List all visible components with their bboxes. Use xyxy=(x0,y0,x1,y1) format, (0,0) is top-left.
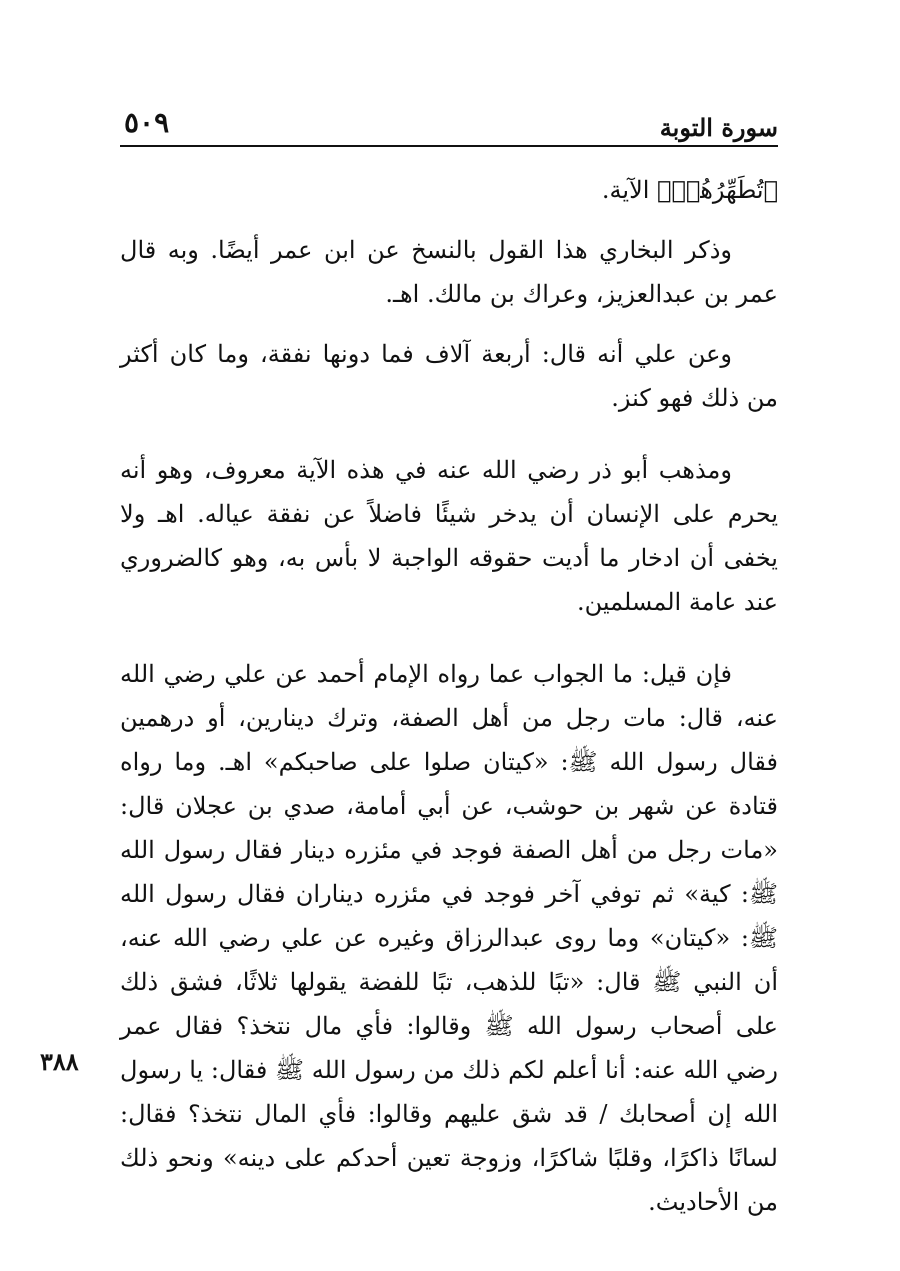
chapter-title: سورة التوبة xyxy=(659,113,778,142)
page-body xyxy=(120,168,778,1224)
paragraph-question-answer: فإن قيل: ما الجواب عما رواه الإمام أحمد عن علي رضي الله عنه، قال: مات رجل من أهل الصفة، وترك دينارين، أو درهمين فقال رسول الله ﷺ: «كيتان صلوا على صاحبكم» اهـ. وما رواه قتادة عن شهر بن حوشب، عن أبي أمامة، صدي بن عجلان قال: «مات رجل من أهل الصفة فوجد في مئزره دينار فقال رسول الله ﷺ: كية» ثم توفي آخر فوجد في مئزره ديناران فقال رسول الله ﷺ: «كيتان» وما روى عبدالرزاق وغيره عن علي رضي الله عنه، أن النبي ﷺ قال: «تبًا للذهب، تبًا للفضة يقولها ثلاثًا، فشق ذلك على أصحاب رسول الله ﷺ وقالوا: فأي مال نتخذ؟ فقال عمر رضي الله عنه: أنا أعلم لكم ذلك من رسول الله ﷺ فقال: يا رسول الله إن أصحابك / قد شق عليهم وقالوا: فأي المال نتخذ؟ فقال: لسانًا ذاكرًا، وقلبًا شاكرًا، وزوجة تعين أحدكم على دينه» ونحو ذلك من الأحاديث. xyxy=(120,660,778,1216)
book-page xyxy=(120,100,778,1216)
page-header xyxy=(120,100,778,147)
paragraph-ayah-continuation: ﴿تُطَهِّرُهُمۡ﴾ الآية. xyxy=(601,176,778,204)
paragraph-ali: وعن علي أنه قال: أربعة آلاف فما دونها نفقة، وما كان أكثر من ذلك فهو كنز. xyxy=(120,340,778,412)
margin-page-reference: ٣٨٨ xyxy=(40,1047,79,1076)
page-number: ٥٠٩ xyxy=(124,106,170,139)
paragraph-bukhari: وذكر البخاري هذا القول بالنسخ عن ابن عمر أيضًا. وبه قال عمر بن عبدالعزيز، وعراك بن مالك. اهـ. xyxy=(120,236,778,308)
paragraph-abu-dharr: ومذهب أبو ذر رضي الله عنه في هذه الآية معروف، وهو أنه يحرم على الإنسان أن يدخر شيئًا فاضلاً عن نفقة عياله. اهـ ولا يخفى أن ادخار ما أديت حقوقه الواجبة لا بأس به، وهو كالضروري عند عامة المسلمين. xyxy=(120,456,778,616)
